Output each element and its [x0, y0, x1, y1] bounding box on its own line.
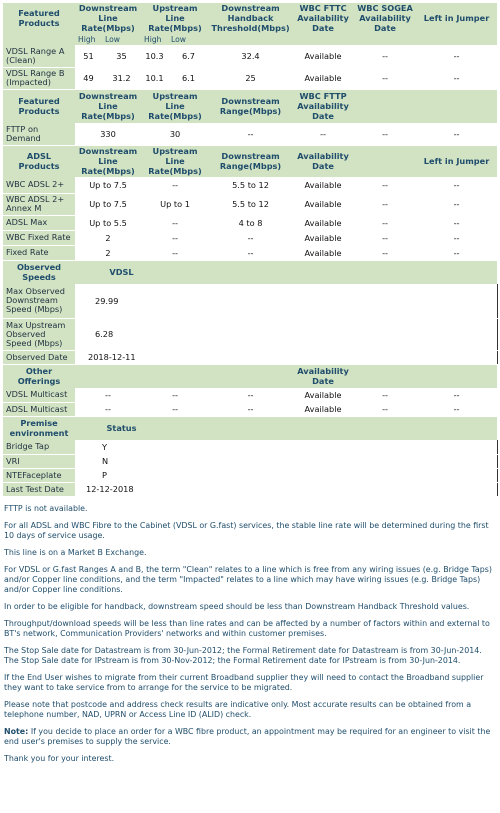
- header-featured-products: Featured Products: [3, 3, 75, 33]
- header-fttc-availability: WBC FTTC Availability Date: [292, 3, 354, 33]
- table-row: [3, 215, 497, 230]
- cell-value: 2018-12-11: [75, 350, 497, 364]
- header-availability-date: Availability Date: [292, 364, 354, 388]
- note-paragraph: For all ADSL and WBC Fibre to the Cabinet (VDSL or G.fast) services, the stable line rate will be determined during the first 10 days of service usage.: [4, 520, 489, 540]
- cell-downstream: 2: [75, 230, 141, 245]
- row-label: Observed Date: [3, 350, 75, 364]
- cell-col4: --: [209, 388, 292, 402]
- cell-col4: --: [209, 402, 292, 416]
- table-row: [3, 245, 497, 260]
- cell-col6: --: [354, 230, 416, 245]
- cell-downstream: 330: [75, 123, 141, 145]
- row-label: Max Upstream Observed Speed (Mbps): [3, 318, 75, 350]
- subheader-dl-high: High: [75, 33, 102, 45]
- header-upstream-line-rate: Upstream Line Rate(Mbps): [141, 3, 209, 33]
- header-adsl-products: ADSL Products: [3, 145, 75, 177]
- cell-col6: --: [354, 402, 416, 416]
- row-label: Max Observed Downstream Speed (Mbps): [3, 284, 75, 318]
- cell-range: 5.5 to 12: [209, 193, 292, 215]
- header-downstream-range: Downstream Range(Mbps): [209, 89, 292, 123]
- cell-upstream: 30: [141, 123, 209, 145]
- cell-value: 29.99: [75, 284, 497, 318]
- row-label: WBC Fixed Rate: [3, 230, 75, 245]
- cell-col7: --: [416, 402, 497, 416]
- cell-col6: --: [354, 123, 416, 145]
- cell-ul-high: 10.1: [141, 67, 168, 89]
- cell-ul-low: 6.1: [168, 67, 209, 89]
- table-row: [3, 284, 497, 318]
- cell-range: --: [209, 245, 292, 260]
- row-label: ADSL Max: [3, 215, 75, 230]
- table-row: [3, 350, 497, 364]
- cell-availability: --: [292, 123, 354, 145]
- availability-table: [3, 3, 498, 497]
- cell-dl-high: 51: [75, 45, 102, 67]
- row-label: VRI: [3, 454, 75, 468]
- table-row: [3, 388, 497, 402]
- cell-dl-low: 35: [102, 45, 141, 67]
- fttc-header-row: [3, 3, 497, 33]
- note-paragraph: If the End User wishes to migrate from their current Broadband supplier they will need to contact the Broadband supplier they want to take service from to arrange for the service to be migrated.: [4, 672, 484, 692]
- header-vdsl: VDSL: [75, 260, 168, 284]
- cell-range: 5.5 to 12: [209, 177, 292, 193]
- cell-availability: Available: [292, 193, 354, 215]
- cell-status: Y: [75, 440, 497, 454]
- note-text: If you decide to place an order for a WBC fibre product, an appointment may be required for an engineer to visit the end user's premises to supply the service.: [4, 726, 491, 746]
- cell-upstream: --: [141, 177, 209, 193]
- cell-sogea-availability: --: [354, 45, 416, 67]
- subheader-dl-low: Low: [102, 33, 141, 45]
- header-observed-speeds: Observed Speeds: [3, 260, 75, 284]
- row-label: VDSL Range A (Clean): [3, 45, 75, 67]
- cell-left-in-jumper: --: [416, 45, 497, 67]
- table-row: [3, 402, 497, 416]
- row-label: VDSL Range B (Impacted): [3, 67, 75, 89]
- cell-downstream: Up to 5.5: [75, 215, 141, 230]
- row-label: FTTP on Demand: [3, 123, 75, 145]
- cell-status: N: [75, 454, 497, 468]
- cell-dl-low: 31.2: [102, 67, 141, 89]
- table-row: [3, 468, 497, 482]
- header-upstream-line-rate: Upstream Line Rate(Mbps): [141, 145, 209, 177]
- header-premise-environment: Premise environment: [3, 416, 75, 440]
- note-paragraph: FTTP is not available.: [4, 503, 88, 513]
- cell-upstream: --: [141, 215, 209, 230]
- table-row: [3, 177, 497, 193]
- row-label: ADSL Multicast: [3, 402, 75, 416]
- cell-upstream: Up to 1: [141, 193, 209, 215]
- cell-col6: --: [354, 215, 416, 230]
- cell-availability: Available: [292, 245, 354, 260]
- table-row: [3, 440, 497, 454]
- cell-col7: --: [416, 123, 497, 145]
- cell-col6: --: [354, 388, 416, 402]
- cell-range: 4 to 8: [209, 215, 292, 230]
- fttc-subheader-row: [3, 33, 497, 45]
- cell-col6: --: [354, 177, 416, 193]
- note-paragraph: Throughput/download speeds will be less than line rates and can be affected by a number of factors within and external to BT's network, Communication Providers' networks and within customer premises.: [4, 618, 490, 638]
- note-paragraph: The Stop Sale date for Datastream is from 30-Jun-2012; the Formal Retirement date for Datastream is from 30-Jun-2014. The Stop Sale date for IPstream is from 30-Nov-2012; the Formal Retirement date for IPstream is from 30-Jun-2014.: [4, 645, 482, 665]
- cell-downstream: Up to 7.5: [75, 177, 141, 193]
- row-label: Fixed Rate: [3, 245, 75, 260]
- cell-value: 6.28: [75, 318, 497, 350]
- availability-page: [0, 3, 500, 764]
- row-label: WBC ADSL 2+ Annex M: [3, 193, 75, 215]
- cell-col7: --: [416, 177, 497, 193]
- cell-col2: --: [75, 388, 141, 402]
- adsl-header-row: [3, 145, 497, 177]
- row-label: VDSL Multicast: [3, 388, 75, 402]
- cell-availability: Available: [292, 215, 354, 230]
- cell-range: --: [209, 230, 292, 245]
- fttp-header-row: [3, 89, 497, 123]
- cell-col2: --: [75, 402, 141, 416]
- note-paragraph: Please note that postcode and address check results are indicative only. Most accurate results can be obtained from a telephone number, NAD, UPRN or Access Line ID (ALID) check.: [4, 699, 472, 719]
- other-header-row: [3, 364, 497, 388]
- cell-col7: --: [416, 230, 497, 245]
- cell-ul-high: 10.3: [141, 45, 168, 67]
- cell-col7: --: [416, 388, 497, 402]
- cell-availability: Available: [292, 230, 354, 245]
- cell-col7: --: [416, 193, 497, 215]
- header-downstream-range: Downstream Range(Mbps): [209, 145, 292, 177]
- cell-col3: --: [141, 388, 209, 402]
- cell-col7: --: [416, 245, 497, 260]
- cell-downstream: Up to 7.5: [75, 193, 141, 215]
- cell-col6: --: [354, 245, 416, 260]
- table-row: [3, 67, 497, 89]
- cell-threshold: 32.4: [209, 45, 292, 67]
- premise-header-row: [3, 416, 497, 440]
- header-downstream-line-rate: Downstream Line Rate(Mbps): [75, 89, 141, 123]
- cell-upstream: --: [141, 230, 209, 245]
- cell-availability: Available: [292, 402, 354, 416]
- cell-range: --: [209, 123, 292, 145]
- cell-availability: Available: [292, 177, 354, 193]
- header-handback-threshold: Downstream Handback Threshold(Mbps): [209, 3, 292, 33]
- note-paragraph: For VDSL or G.fast Ranges A and B, the term "Clean" relates to a line which is free from any wiring issues (e.g. Bridge Taps) and/or Copper line conditions, and the term "Impacted" relates to a line which may have wiring issues (e.g. Bridge Taps) and/or Copper line conditions.: [4, 564, 492, 594]
- thanks-text: Thank you for your interest.: [4, 753, 115, 763]
- row-label: Bridge Tap: [3, 440, 75, 454]
- cell-upstream: --: [141, 245, 209, 260]
- table-row: [3, 193, 497, 215]
- cell-threshold: 25: [209, 67, 292, 89]
- header-other-offerings: Other Offerings: [3, 364, 75, 388]
- table-row: [3, 318, 497, 350]
- header-status: Status: [75, 416, 168, 440]
- cell-status: 12-12-2018: [75, 482, 497, 496]
- cell-ul-low: 6.7: [168, 45, 209, 67]
- cell-fttc-availability: Available: [292, 67, 354, 89]
- header-availability-date: Availability Date: [292, 145, 354, 177]
- observed-header-row: [3, 260, 497, 284]
- note-paragraph: In order to be eligible for handback, downstream speed should be less than Downstream Handback Threshold values.: [4, 601, 470, 611]
- cell-status: P: [75, 468, 497, 482]
- table-row: [3, 230, 497, 245]
- subheader-ul-low: Low: [168, 33, 209, 45]
- note-paragraph: This line is on a Market B Exchange.: [4, 547, 147, 557]
- row-label: WBC ADSL 2+: [3, 177, 75, 193]
- table-row: [3, 123, 497, 145]
- cell-col6: --: [354, 193, 416, 215]
- row-label: Last Test Date: [3, 482, 75, 496]
- engineer-note: [4, 727, 496, 747]
- header-upstream-line-rate: Upstream Line Rate(Mbps): [141, 89, 209, 123]
- cell-dl-high: 49: [75, 67, 102, 89]
- table-row: [3, 45, 497, 67]
- note-prefix: Note:: [4, 726, 29, 736]
- table-row: [3, 482, 497, 496]
- cell-left-in-jumper: --: [416, 67, 497, 89]
- table-row: [3, 454, 497, 468]
- header-sogea-availability: WBC SOGEA Availability Date: [354, 3, 416, 33]
- cell-downstream: 2: [75, 245, 141, 260]
- cell-sogea-availability: --: [354, 67, 416, 89]
- row-label: NTEFaceplate: [3, 468, 75, 482]
- cell-availability: Available: [292, 388, 354, 402]
- header-left-in-jumper: Left in Jumper: [416, 3, 497, 33]
- header-fttp-availability: WBC FTTP Availability Date: [292, 89, 354, 123]
- header-downstream-line-rate: Downstream Line Rate(Mbps): [75, 145, 141, 177]
- cell-fttc-availability: Available: [292, 45, 354, 67]
- header-featured-products: Featured Products: [3, 89, 75, 123]
- header-left-in-jumper: Left in Jumper: [416, 145, 497, 177]
- cell-col7: --: [416, 215, 497, 230]
- notes-section: [4, 504, 496, 764]
- cell-col3: --: [141, 402, 209, 416]
- header-downstream-line-rate: Downstream Line Rate(Mbps): [75, 3, 141, 33]
- subheader-ul-high: High: [141, 33, 168, 45]
